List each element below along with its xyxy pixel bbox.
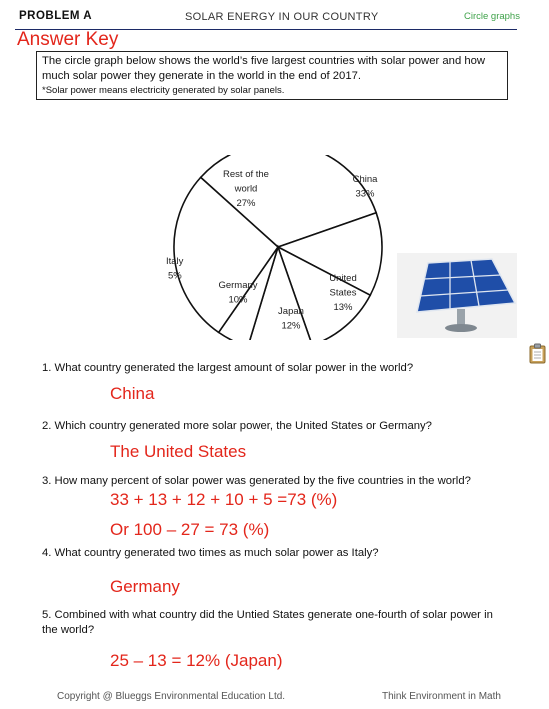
question-4: 4. What country generated two times as much solar power as Italy? [42,547,379,559]
pie-chart [166,155,396,340]
intro-note: *Solar power means electricity generated by solar panels. [42,85,285,96]
question-2: 2. Which country generated more solar power, the United States or Germany? [42,420,432,432]
solar-panel-image [397,253,517,338]
answer-5: 25 – 13 = 12% (Japan) [110,651,283,670]
topic-tag: Circle graphs [464,11,520,22]
pie-label-japan: Japan 12% [278,306,304,332]
pie-label-rest-of-world: Rest of the world 27% [223,169,269,209]
worksheet-title: SOLAR ENERGY IN OUR COUNTRY [185,11,379,23]
pie-label-united-states: United States 13% [329,273,357,313]
pie-label-germany: Germany 10% [218,280,258,306]
question-1: 1. What country generated the largest amount of solar power in the world? [42,362,414,374]
intro-text: The circle graph below shows the world’s five largest countries with solar power and how much solar power they generate in the world in the end of 2017. [42,55,486,82]
pie-label-italy: Italy 5% [166,256,184,282]
answer-key-heading: Answer Key [17,29,119,50]
pie-label-china: China 33% [352,174,378,200]
answer-2: The United States [110,442,247,461]
question-3: 3. How many percent of solar power was generated by the five countries in the world? [42,475,471,487]
answer-4: Germany [110,577,180,596]
clipboard-icon[interactable] [529,343,546,364]
footer-copyright: Copyright @ Blueggs Environmental Education Ltd. [57,691,286,702]
answer-1: China [110,384,155,403]
answer-3-alternative: Or 100 – 27 = 73 (%) [110,520,270,539]
question-5: 5. Combined with what country did the Untied States generate one-fourth of solar power in the world? [42,609,493,636]
answer-3: 33 + 13 + 12 + 10 + 5 =73 (%) [110,490,338,509]
problem-label: PROBLEM A [19,10,93,22]
intro-box [36,51,508,100]
footer-tagline: Think Environment in Math [382,691,501,702]
